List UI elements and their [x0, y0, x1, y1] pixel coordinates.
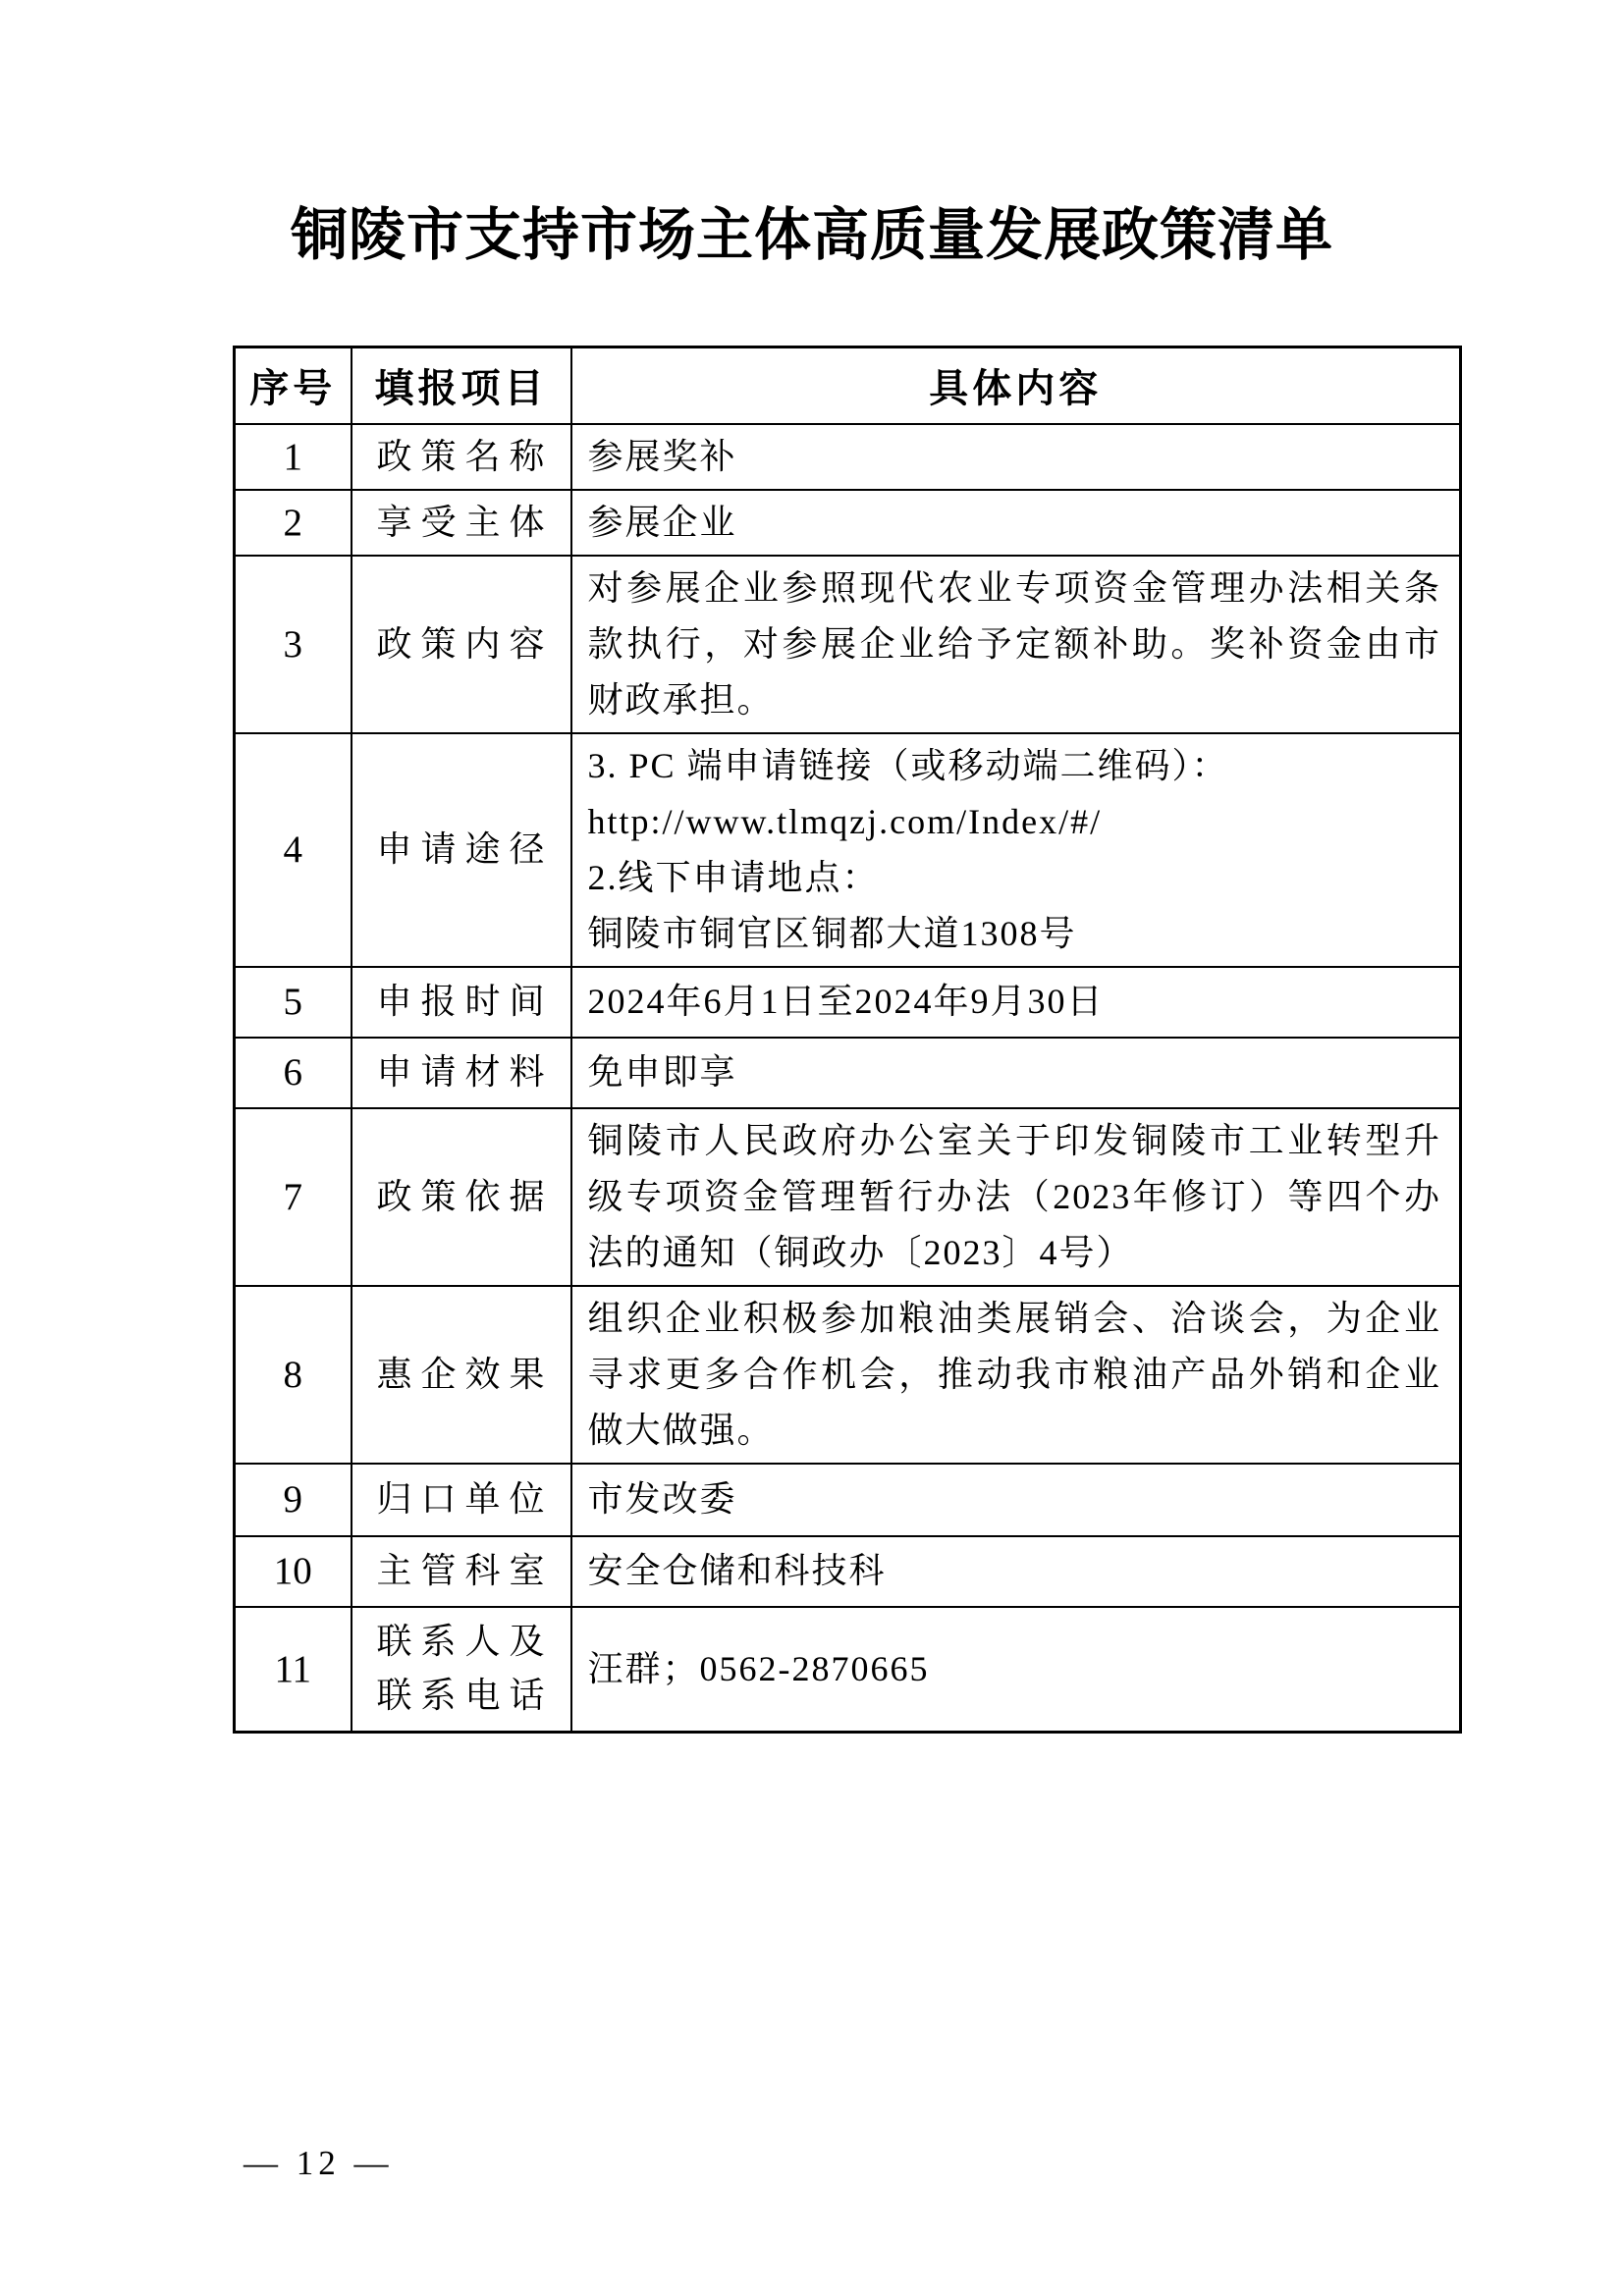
item-label-line: 归口单位: [376, 1479, 554, 1519]
row-content-cell: [571, 1607, 1461, 1733]
content-paragraph: 安全仓储和科技科: [587, 1551, 887, 1590]
row-number-cell: 3: [235, 556, 352, 733]
content-paragraph: 2024年6月1日至2024年9月30日: [587, 982, 1105, 1021]
row-item-cell: [352, 490, 571, 556]
row-number-cell: 9: [235, 1464, 352, 1536]
content-paragraph: 2.线下申请地点：: [587, 857, 880, 897]
table-header-row: [235, 347, 1461, 424]
row-content-cell: [571, 967, 1461, 1038]
content-paragraph: 铜陵市人民政府办公室关于印发铜陵市工业转型升级专项资金管理暂行办法（2023年修订）等四个办法的通知（铜政办〔2023〕4号）: [587, 1120, 1441, 1272]
row-number-cell: 10: [235, 1536, 352, 1607]
row-content-cell: [571, 490, 1461, 556]
content-paragraph: 组织企业积极参加粮油类展销会、洽谈会，为企业寻求更多合作机会，推动我市粮油产品外销和企业做大做强。: [587, 1298, 1441, 1450]
page-title: 铜陵市支持市场主体高质量发展政策清单: [290, 203, 1333, 267]
row-content-cell: [571, 1108, 1461, 1286]
row-number-cell: 5: [235, 967, 352, 1038]
row-item-cell: [352, 1286, 571, 1464]
row-content-cell: [571, 1286, 1461, 1464]
row-item-cell: [352, 1038, 571, 1108]
row-number-cell: 1: [235, 424, 352, 490]
row-item-cell: [352, 1536, 571, 1607]
item-label-line: 政策名称: [376, 436, 554, 476]
table-row: [235, 1108, 1461, 1286]
item-label-line: 申报时间: [376, 982, 554, 1021]
item-label-line: 享受主体: [376, 502, 554, 542]
row-number-cell: 6: [235, 1038, 352, 1108]
row-number-cell: 2: [235, 490, 352, 556]
policy-table-body: [235, 424, 1461, 1733]
row-content-cell: [571, 1464, 1461, 1536]
item-label-line: 政策内容: [376, 623, 554, 664]
content-paragraph: 参展企业: [587, 502, 737, 542]
header-cell-content: 具体内容: [571, 347, 1461, 424]
table-row: [235, 1536, 1461, 1607]
row-content-cell: [571, 1536, 1461, 1607]
content-paragraph: http://www.tlmqzj.com/Index/#/: [587, 801, 1103, 841]
table-row: [235, 556, 1461, 733]
content-paragraph: 免申即享: [587, 1052, 737, 1092]
row-item-cell: [352, 1607, 571, 1733]
row-item-cell: [352, 556, 571, 733]
content-paragraph: 市发改委: [587, 1479, 737, 1519]
table-row: [235, 424, 1461, 490]
content-paragraph: 3. PC 端申请链接（或移动端二维码）：: [587, 745, 1229, 785]
row-item-cell: [352, 1108, 571, 1286]
content-paragraph: 参展奖补: [587, 436, 737, 476]
row-number-cell: 4: [235, 733, 352, 967]
row-item-cell: [352, 1464, 571, 1536]
item-label-line: 惠企效果: [376, 1354, 554, 1394]
row-content-cell: [571, 1038, 1461, 1108]
header-cell-number: 序号: [235, 347, 352, 424]
item-label-line: 主管科室: [376, 1551, 554, 1590]
page-number: — 12 —: [244, 2144, 394, 2182]
content-paragraph: 汪群；0562-2870665: [587, 1648, 930, 1688]
table-row: [235, 1286, 1461, 1464]
table-row: [235, 733, 1461, 967]
row-item-cell: [352, 733, 571, 967]
item-label-line: 联系人及: [376, 1622, 554, 1662]
row-content-cell: [571, 424, 1461, 490]
row-item-cell: [352, 967, 571, 1038]
row-content-cell: [571, 556, 1461, 733]
table-row: [235, 1607, 1461, 1733]
item-label-line: 政策依据: [376, 1176, 554, 1216]
table-row: [235, 967, 1461, 1038]
table-row: [235, 1038, 1461, 1108]
table-row: [235, 1464, 1461, 1536]
row-item-cell: [352, 424, 571, 490]
content-paragraph: 对参展企业参照现代农业专项资金管理办法相关条款执行，对参展企业给予定额补助。奖补资金由市财政承担。: [587, 567, 1441, 720]
item-label-line: 联系电话: [376, 1676, 554, 1716]
content-paragraph: 铜陵市铜官区铜都大道1308号: [587, 913, 1077, 953]
table-row: [235, 490, 1461, 556]
policy-table: [233, 346, 1462, 1734]
row-number-cell: 11: [235, 1607, 352, 1733]
row-number-cell: 8: [235, 1286, 352, 1464]
row-content-cell: [571, 733, 1461, 967]
header-cell-item: 填报项目: [352, 347, 571, 424]
row-number-cell: 7: [235, 1108, 352, 1286]
item-label-line: 申请材料: [376, 1052, 554, 1092]
item-label-line: 申请途径: [376, 829, 554, 869]
